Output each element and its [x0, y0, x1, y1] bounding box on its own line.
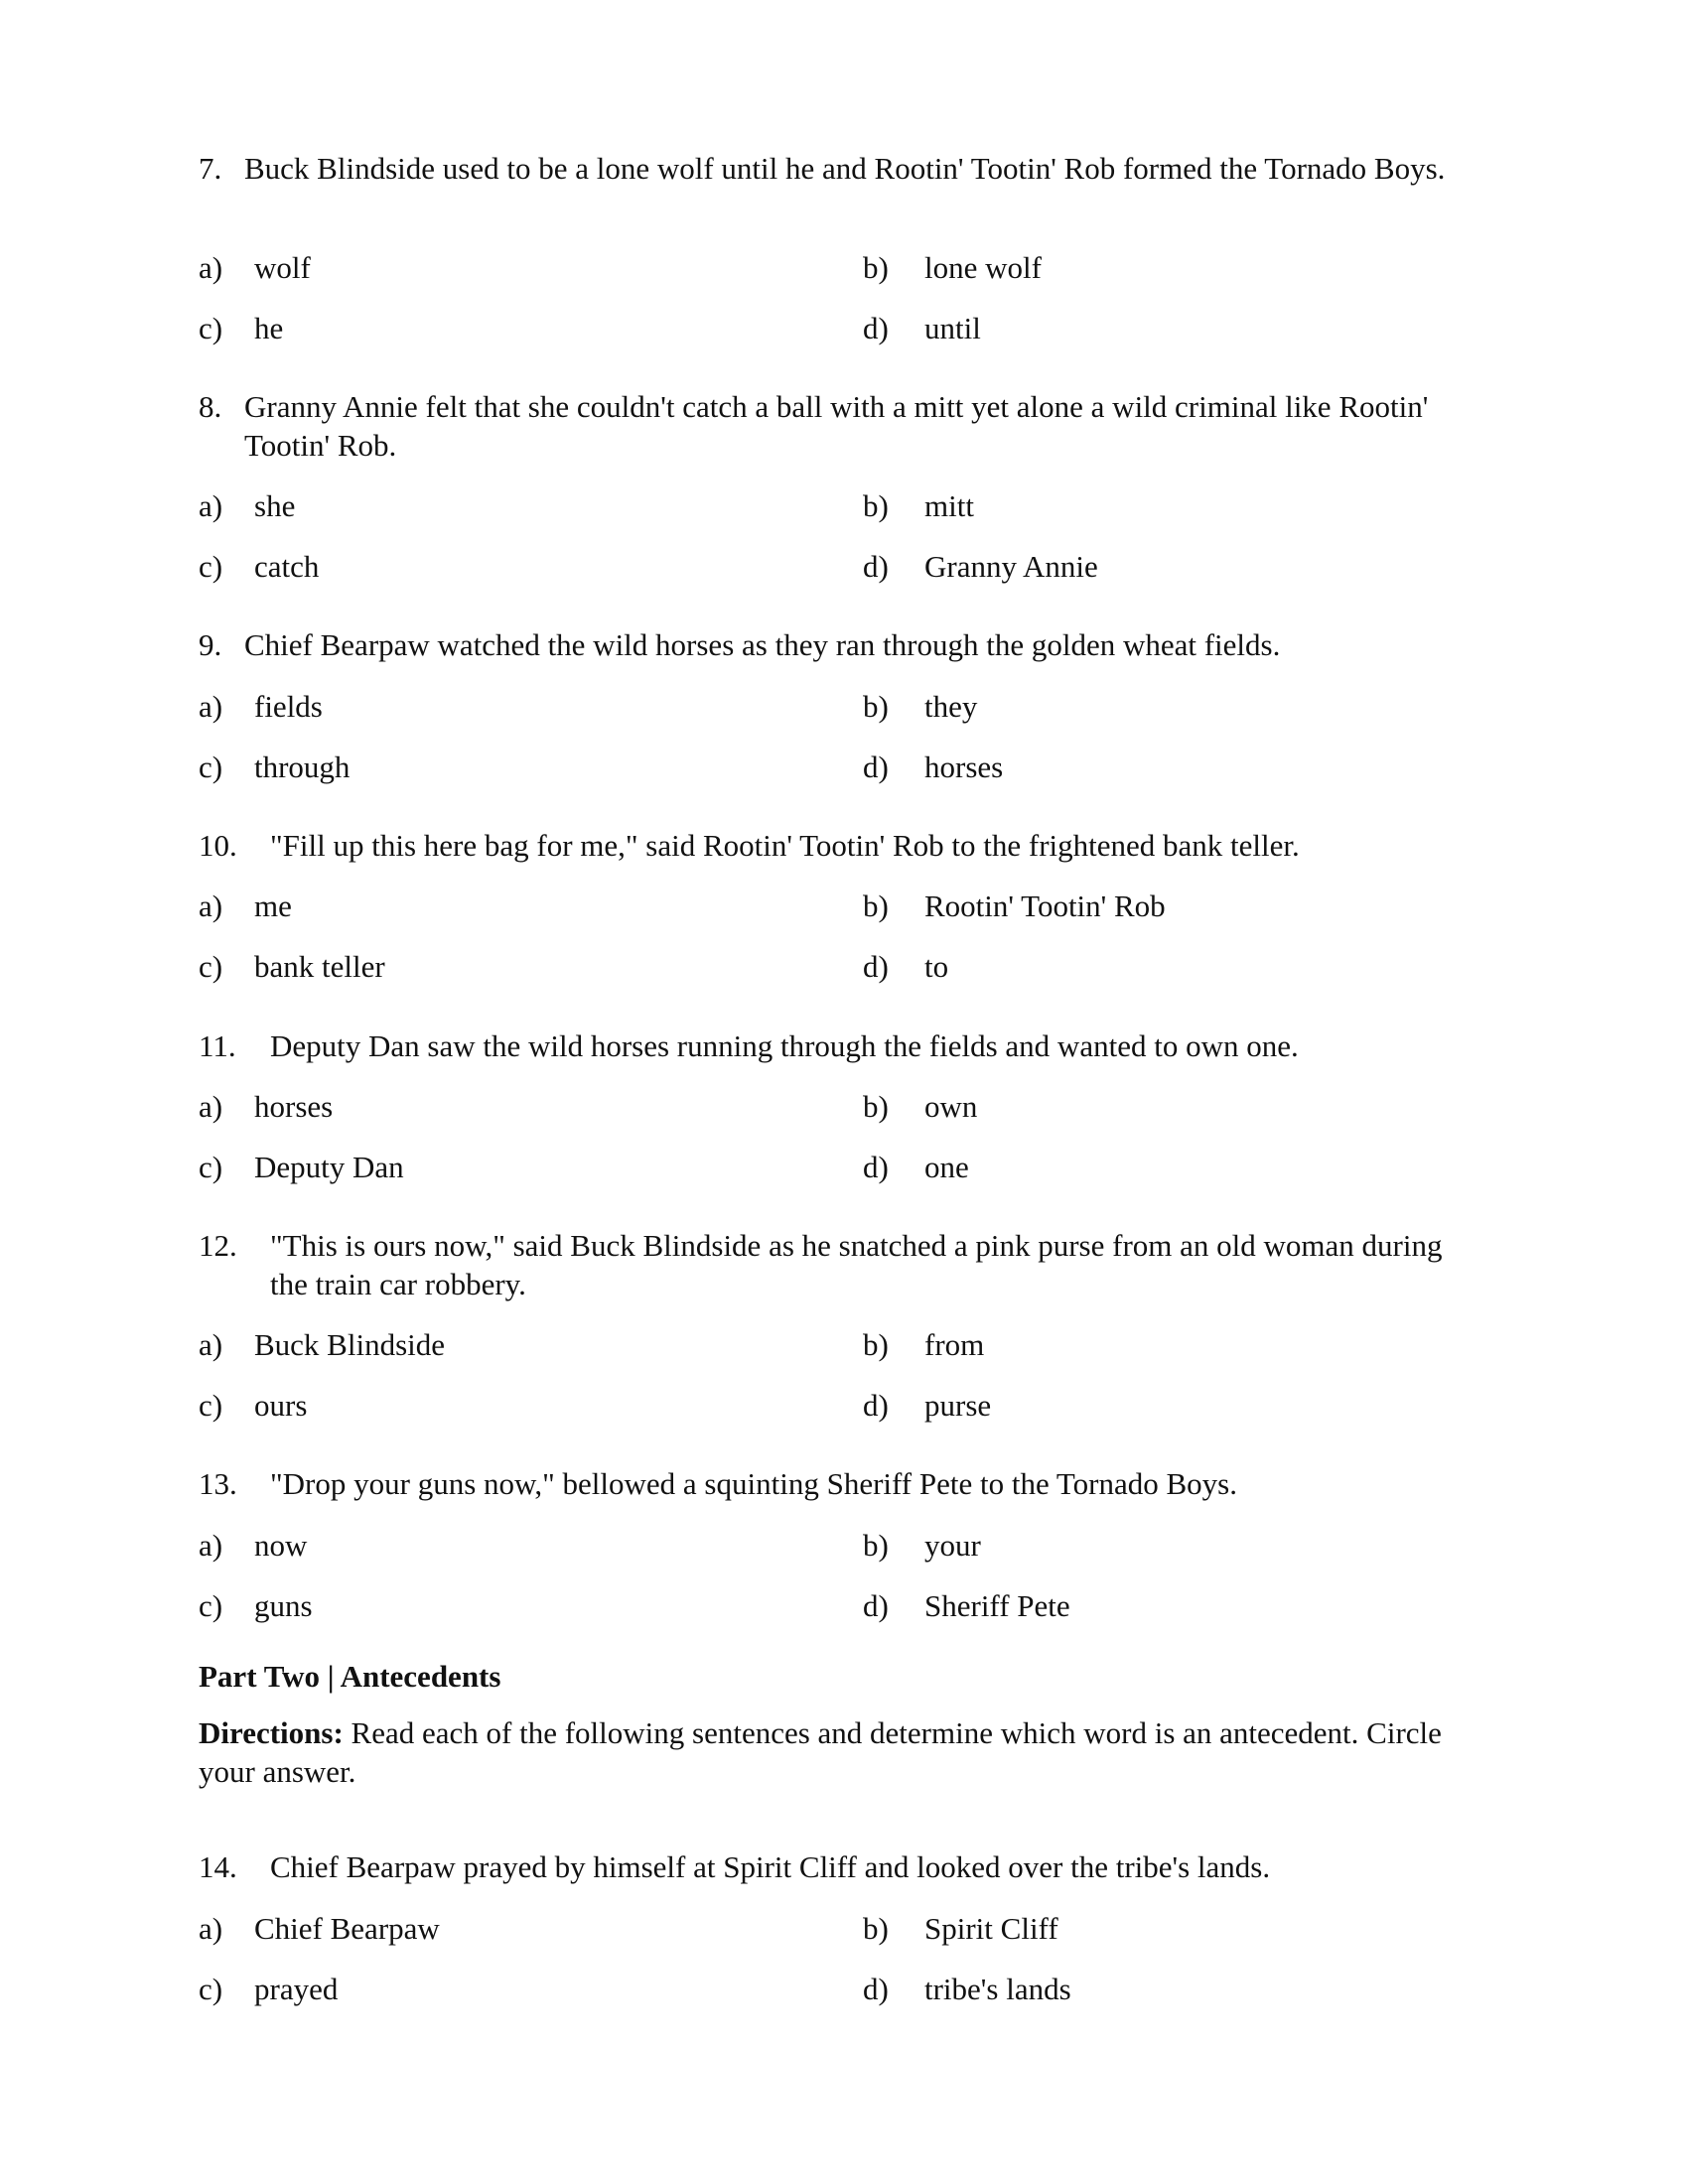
question-number: 9.	[199, 627, 222, 662]
part-two-heading: Part Two | Antecedents	[199, 1659, 501, 1694]
answer-option-11b[interactable]	[863, 1087, 977, 1126]
answer-letter: a)	[199, 250, 223, 285]
answer-letter: a)	[199, 689, 223, 724]
answer-letter: b)	[863, 1911, 889, 1946]
answer-text: fields	[254, 689, 323, 724]
question-number: 11.	[199, 1028, 236, 1063]
question-12	[199, 1226, 1479, 1303]
answer-letter: d)	[863, 949, 889, 984]
question-11	[199, 1026, 1479, 1065]
answer-text: Sheriff Pete	[924, 1588, 1070, 1623]
answer-letter: a)	[199, 1911, 223, 1946]
answer-text: from	[924, 1327, 985, 1362]
answer-text: Deputy Dan	[254, 1150, 404, 1184]
answer-letter: a)	[199, 1528, 223, 1563]
answer-option-10c[interactable]	[199, 947, 385, 986]
question-number: 14.	[199, 1849, 237, 1884]
answer-text: ours	[254, 1388, 308, 1423]
question-10	[199, 826, 1479, 865]
question-text: "Drop your guns now," bellowed a squinting Sheriff Pete to the Tornado Boys.	[270, 1466, 1237, 1501]
answer-option-13b[interactable]	[863, 1526, 981, 1565]
answer-letter: a)	[199, 888, 223, 923]
answer-option-7a[interactable]	[199, 248, 311, 287]
answer-letter: b)	[863, 689, 889, 724]
answer-option-8d[interactable]	[863, 547, 1098, 586]
answer-letter: d)	[863, 549, 889, 584]
answer-letter: b)	[863, 1528, 889, 1563]
answer-letter: c)	[199, 1972, 223, 2006]
answer-option-9b[interactable]	[863, 687, 977, 726]
answer-letter: a)	[199, 488, 223, 523]
answer-text: guns	[254, 1588, 313, 1623]
question-text: Chief Bearpaw prayed by himself at Spirit Cliff and looked over the tribe's lands.	[270, 1849, 1271, 1884]
answer-option-12d[interactable]	[863, 1386, 991, 1425]
question-7	[199, 149, 1479, 188]
question-text: Buck Blindside used to be a lone wolf until he and Rootin' Tootin' Rob formed the Tornado Boys.	[244, 151, 1446, 186]
answer-letter: c)	[199, 311, 223, 345]
answer-text: she	[254, 488, 296, 523]
question-text: Granny Annie felt that she couldn't catch a ball with a mitt yet alone a wild criminal like Rootin' Tootin' Rob.	[244, 389, 1429, 463]
answer-text: Buck Blindside	[254, 1327, 446, 1362]
answer-option-9a[interactable]	[199, 687, 323, 726]
answer-text: your	[924, 1528, 981, 1563]
question-9	[199, 625, 1479, 664]
answer-text: wolf	[254, 250, 311, 285]
answer-option-9d[interactable]	[863, 748, 1003, 786]
answer-option-12b[interactable]	[863, 1325, 984, 1364]
answer-option-7b[interactable]	[863, 248, 1042, 287]
question-number: 10.	[199, 828, 237, 863]
directions-text: Read each of the following sentences and determine which word is an antecedent. Circle your answer.	[199, 1715, 1442, 1789]
answer-option-13d[interactable]	[863, 1586, 1070, 1625]
answer-option-7c[interactable]	[199, 309, 283, 347]
answer-text: Rootin' Tootin' Rob	[924, 888, 1166, 923]
answer-letter: d)	[863, 1588, 889, 1623]
question-text: "Fill up this here bag for me," said Rootin' Tootin' Rob to the frightened bank teller.	[270, 828, 1300, 863]
directions-label: Directions:	[199, 1715, 344, 1750]
answer-text: catch	[254, 549, 320, 584]
answer-option-8b[interactable]	[863, 486, 974, 525]
answer-text: horses	[254, 1089, 334, 1124]
question-number: 13.	[199, 1466, 237, 1501]
question-8	[199, 387, 1479, 465]
answer-text: they	[924, 689, 978, 724]
answer-letter: b)	[863, 1327, 889, 1362]
answer-text: purse	[924, 1388, 992, 1423]
answer-text: lone wolf	[924, 250, 1042, 285]
answer-option-14a[interactable]	[199, 1909, 440, 1948]
question-number: 8.	[199, 389, 222, 424]
answer-option-12c[interactable]	[199, 1386, 307, 1425]
answer-text: until	[924, 311, 981, 345]
answer-text: Chief Bearpaw	[254, 1911, 440, 1946]
directions-paragraph	[199, 1713, 1479, 1791]
answer-text: Granny Annie	[924, 549, 1098, 584]
answer-letter: a)	[199, 1327, 223, 1362]
answer-option-9c[interactable]	[199, 748, 350, 786]
answer-text: own	[924, 1089, 978, 1124]
answer-option-13a[interactable]	[199, 1526, 307, 1565]
question-text: "This is ours now," said Buck Blindside as he snatched a pink purse from an old woman during the train car robbery.	[270, 1228, 1443, 1301]
answer-text: mitt	[924, 488, 974, 523]
question-number: 12.	[199, 1228, 237, 1263]
answer-option-11a[interactable]	[199, 1087, 333, 1126]
answer-letter: c)	[199, 750, 223, 784]
answer-option-11c[interactable]	[199, 1148, 404, 1186]
question-13	[199, 1464, 1479, 1503]
answer-option-10b[interactable]	[863, 887, 1166, 925]
answer-text: Spirit Cliff	[924, 1911, 1058, 1946]
answer-letter: b)	[863, 488, 889, 523]
answer-letter: d)	[863, 750, 889, 784]
question-text: Chief Bearpaw watched the wild horses as they ran through the golden wheat fields.	[244, 627, 1281, 662]
answer-letter: a)	[199, 1089, 223, 1124]
answer-text: horses	[924, 750, 1004, 784]
answer-option-10d[interactable]	[863, 947, 948, 986]
answer-letter: d)	[863, 1972, 889, 2006]
answer-text: tribe's lands	[924, 1972, 1071, 2006]
answer-option-14c[interactable]	[199, 1970, 338, 2008]
answer-option-8c[interactable]	[199, 547, 319, 586]
answer-option-7d[interactable]	[863, 309, 981, 347]
answer-text: through	[254, 750, 351, 784]
answer-text: one	[924, 1150, 969, 1184]
question-number: 7.	[199, 151, 222, 186]
answer-text: to	[924, 949, 949, 984]
answer-option-13c[interactable]	[199, 1586, 313, 1625]
answer-text: prayed	[254, 1972, 339, 2006]
answer-text: me	[254, 888, 292, 923]
answer-letter: d)	[863, 311, 889, 345]
answer-option-14b[interactable]	[863, 1909, 1058, 1948]
answer-letter: c)	[199, 1150, 223, 1184]
answer-letter: c)	[199, 1388, 223, 1423]
answer-letter: d)	[863, 1388, 889, 1423]
answer-letter: b)	[863, 888, 889, 923]
answer-option-11d[interactable]	[863, 1148, 969, 1186]
answer-option-14d[interactable]	[863, 1970, 1071, 2008]
answer-text: now	[254, 1528, 308, 1563]
answer-letter: b)	[863, 1089, 889, 1124]
answer-letter: b)	[863, 250, 889, 285]
answer-letter: c)	[199, 949, 223, 984]
answer-letter: c)	[199, 1588, 223, 1623]
answer-text: he	[254, 311, 284, 345]
answer-text: bank teller	[254, 949, 385, 984]
question-text: Deputy Dan saw the wild horses running through the fields and wanted to own one.	[270, 1028, 1299, 1063]
answer-letter: d)	[863, 1150, 889, 1184]
answer-option-12a[interactable]	[199, 1325, 445, 1364]
answer-option-8a[interactable]	[199, 486, 295, 525]
question-14	[199, 1847, 1479, 1886]
answer-letter: c)	[199, 549, 223, 584]
answer-option-10a[interactable]	[199, 887, 292, 925]
